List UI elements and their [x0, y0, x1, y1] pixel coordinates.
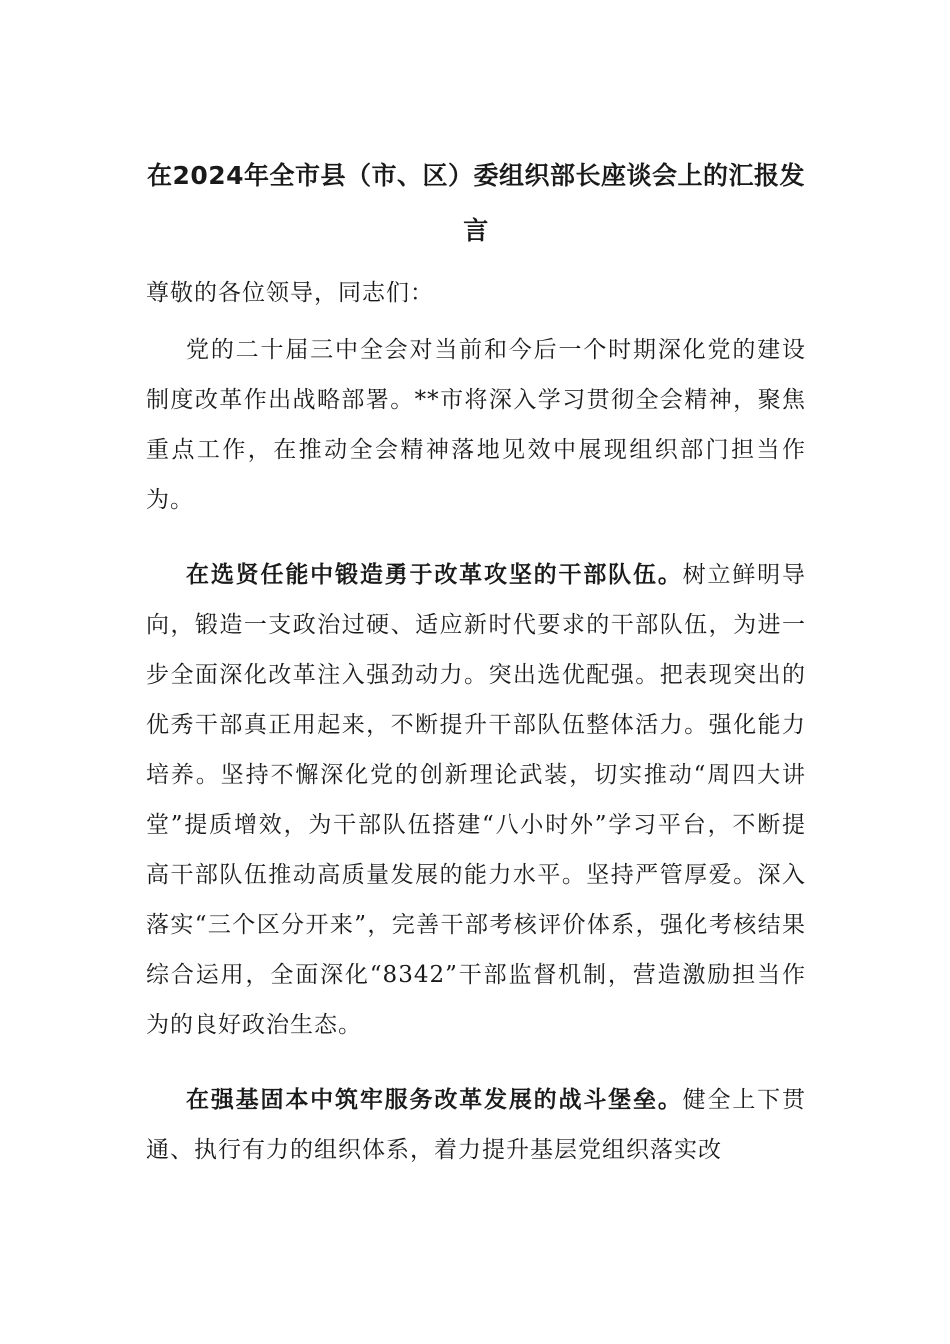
paragraph-grassroots — [146, 1075, 806, 1175]
document-body — [146, 148, 806, 1175]
paragraph-intro — [146, 325, 806, 525]
paragraph-cadre-team — [146, 550, 806, 1050]
document-title: 在2024年全市县（市、区）委组织部长座谈会上的汇报发言 — [146, 161, 806, 245]
paragraph-text: 党的二十届三中全会对当前和今后一个时期深化党的建设制度改革作出战略部署。**市将深入学习贯彻全会精神，聚焦重点工作，在推动全会精神落地见效中展现组织部门担当作为。 — [146, 337, 806, 513]
paragraph-text: 树立鲜明导向，锻造一支政治过硬、适应新时代要求的干部队伍，为进一步全面深化改革注入强劲动力。突出选优配强。把表现突出的优秀干部真正用起来，不断提升干部队伍整体活力。强化能力培养。坚持不懈深化党的创新理论武装，切实推动“周四大讲堂”提质增效，为干部队伍搭建“八小时外”学习平台，不断提高干部队伍推动高质量发展的能力水平。坚持严管厚爱。深入落实“三个区分开来”，完善干部考核评价体系，强化考核结果综合运用，全面深化“8342”干部监督机制，营造激励担当作为的良好政治生态。 — [146, 562, 807, 1038]
paragraph-heading: 在选贤任能中锻造勇于改革攻坚的干部队伍。 — [186, 562, 683, 588]
salutation: 尊敬的各位领导，同志们： — [146, 280, 434, 306]
paragraph-heading: 在强基固本中筑牢服务改革发展的战斗堡垒。 — [186, 1087, 683, 1113]
paragraph-text: 健全上下贯通、执行有力的组织体系，着力提升基层党组织落实改 — [146, 1087, 807, 1163]
